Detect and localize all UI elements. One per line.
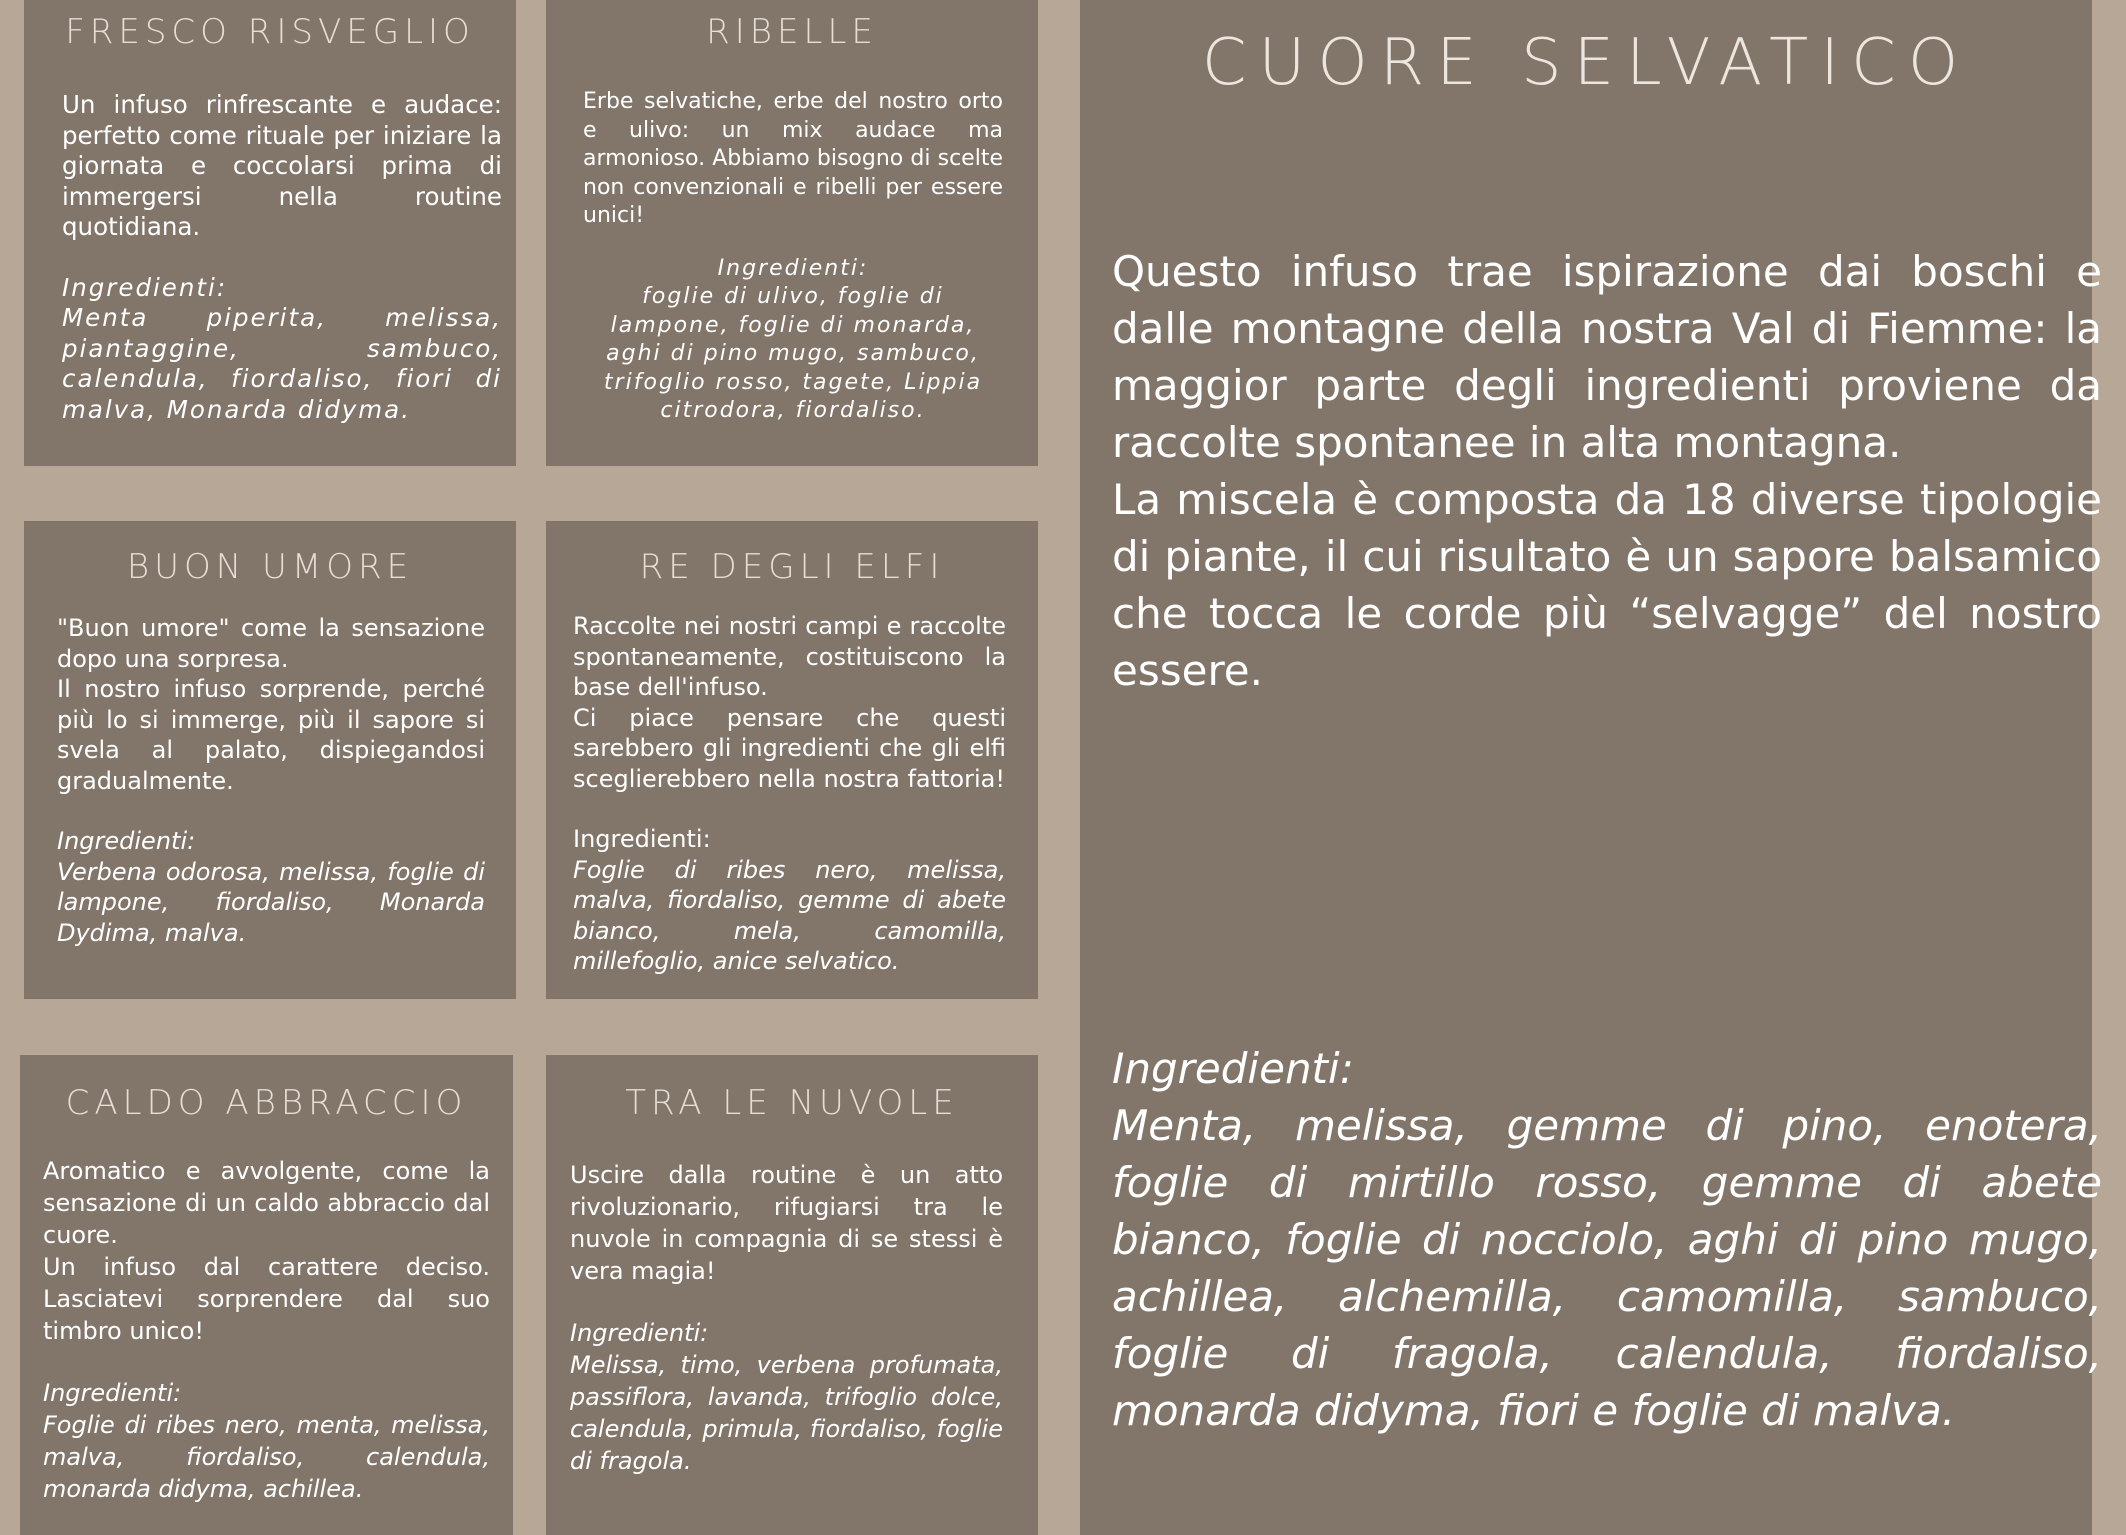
card-description: Il nostro infuso sorprende, perché più lo si immerge, più il sapore si svela al palato, dispiegandosi gradualmente.	[57, 675, 485, 795]
card-buon-umore	[24, 521, 516, 999]
ingredients-label: Ingredienti:	[570, 1319, 709, 1347]
feature-description	[1112, 243, 2102, 699]
card-description: Ci piace pensare che questi sarebbero gli ingredienti che gli elfi sceglierebbero nella nostra fattoria!	[573, 703, 1006, 793]
card-body	[583, 88, 1003, 426]
card-title: TRA LE NUVOLE	[625, 1083, 959, 1123]
ingredients-list: Menta piperita, melissa, piantaggine, sambuco, calendula, fiordaliso, fiori di malva, Monarda didyma.	[62, 303, 502, 424]
feature-title: CUORE SELVATICO	[1201, 26, 1971, 100]
ingredients-label: Ingredienti:	[43, 1379, 182, 1407]
card-description: Aromatico e avvolgente, come la sensazione di un caldo abbraccio dal cuore.	[43, 1157, 490, 1249]
card-title: RE DEGLI ELFI	[639, 547, 945, 587]
ingredients-label: Ingredienti:	[717, 255, 869, 281]
card-description: Un infuso rinfrescante e audace: perfetto come rituale per iniziare la giornata e coccolarsi prima di immergersi nella routine quotidiana.	[62, 90, 502, 241]
card-fresco-risveglio	[24, 0, 516, 466]
card-ribelle	[546, 0, 1038, 466]
card-body	[62, 90, 502, 425]
ingredients-list: Melissa, timo, verbena profumata, passiflora, lavanda, trifoglio dolce, calendula, primula, fiordaliso, foglie di fragola.	[570, 1351, 1003, 1475]
card-body	[57, 613, 485, 948]
feature-ingredients	[1112, 1040, 2102, 1439]
ingredients-list: Verbena odorosa, melissa, foglie di lampone, fiordaliso, Monarda Dydima, malva.	[57, 857, 485, 947]
ingredients-label: Ingredienti:	[62, 272, 228, 302]
ingredients-label: Ingredienti:	[573, 825, 711, 853]
card-description: Raccolte nei nostri campi e raccolte spontaneamente, costituiscono la base dell'infuso.	[573, 612, 1006, 701]
feature-description-paragraph: La miscela è composta da 18 diverse tipologie di piante, il cui risultato è un sapore balsamico che tocca le corde più “selvagge” del nostro essere.	[1112, 475, 2102, 695]
card-description: "Buon umore" come la sensazione dopo una sorpresa.	[57, 614, 485, 673]
ingredients-list: Foglie di ribes nero, melissa, malva, fiordaliso, gemme di abete bianco, mela, camomilla, millefoglio, anice selvatico.	[573, 855, 1006, 975]
card-re-degli-elfi	[546, 521, 1038, 999]
card-body	[573, 611, 1006, 977]
card-title: BUON UMORE	[126, 547, 414, 587]
card-description: Un infuso dal carattere deciso. Lasciatevi sorprendere dal suo timbro unico!	[43, 1253, 490, 1345]
ingredients-list: Foglie di ribes nero, menta, melissa, malva, fiordaliso, calendula, monarda didyma, achillea.	[43, 1411, 490, 1503]
card-description: Erbe selvatiche, erbe del nostro orto e ulivo: un mix audace ma armonioso. Abbiamo bisogno di scelte non convenzionali e ribelli per essere unici!	[583, 89, 1003, 228]
card-caldo-abbraccio	[20, 1055, 513, 1535]
ingredients-label: Ingredienti:	[57, 827, 196, 855]
card-body	[43, 1155, 490, 1505]
card-title: RIBELLE	[706, 12, 878, 52]
card-body	[570, 1159, 1003, 1477]
card-tra-le-nuvole	[546, 1055, 1038, 1535]
feature-description-paragraph: Questo infuso trae ispirazione dai boschi e dalle montagne della nostra Val di Fiemme: la maggior parte degli ingredienti proviene da raccolte spontanee in alta montagna.	[1112, 247, 2102, 467]
feature-panel-cuore-selvatico	[1080, 0, 2102, 1535]
ingredients-label: Ingredienti:	[1112, 1044, 1354, 1093]
card-title: FRESCO RISVEGLIO	[65, 12, 475, 52]
ingredients-list: foglie di ulivo, foglie di lampone, foglie di monarda, aghi di pino mugo, sambuco, trifoglio rosso, tagete, Lippia citrodora, fiordaliso.	[603, 284, 983, 423]
card-title: CALDO ABBRACCIO	[65, 1083, 468, 1123]
card-description: Uscire dalla routine è un atto rivoluzionario, rifugiarsi tra le nuvole in compagnia di se stessi è vera magia!	[570, 1161, 1003, 1285]
ingredients-list: Menta, melissa, gemme di pino, enotera, foglie di mirtillo rosso, gemme di abete bianco, foglie di nocciolo, aghi di pino mugo, achillea, alchemilla, camomilla, sambuco, foglie di fragola, calendula, fiordaliso, monarda didyma, fiori e foglie di malva.	[1112, 1101, 2102, 1435]
